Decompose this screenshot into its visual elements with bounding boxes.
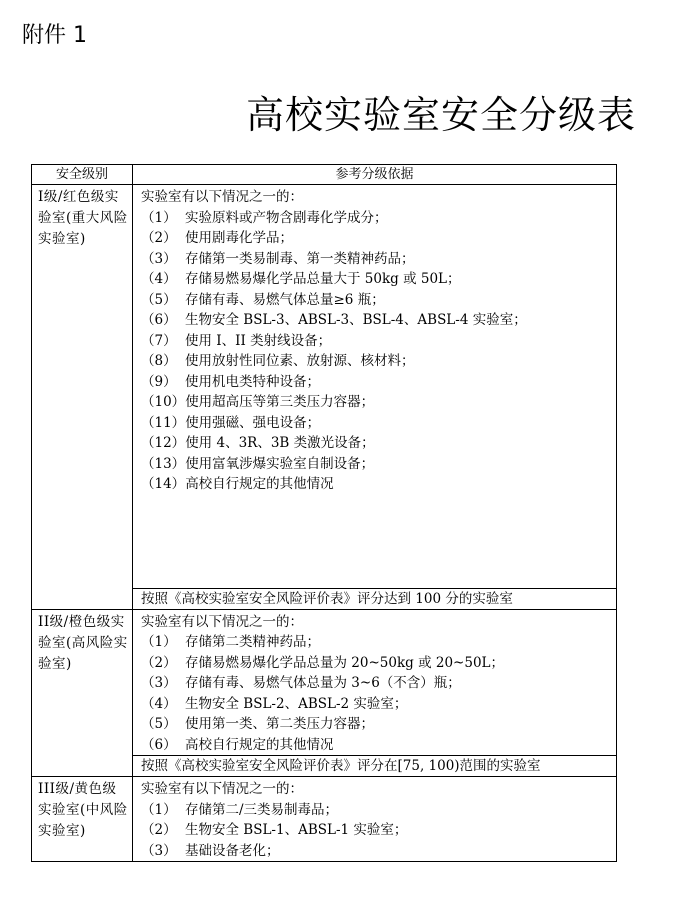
list-item: （5） 使用第一类、第二类压力容器；	[141, 716, 374, 732]
list-item: （10）使用超高压等第三类压力容器；	[141, 394, 375, 410]
list-item: （2） 存储易燃易爆化学品总量为 20~50kg 或 20~50L；	[141, 654, 504, 671]
list-item: （3） 基础设备老化；	[141, 842, 280, 859]
list-item: （5） 存储有毒、易燃气体总量≥6 瓶；	[141, 291, 385, 308]
basis-intro: 实验室有以下情况之一的：	[141, 781, 303, 797]
level-1-basis	[133, 185, 617, 589]
list-item: （2） 生物安全 BSL-1、ABSL-1 实验室；	[141, 822, 408, 838]
list-item: （7） 使用 I、II 类射线设备；	[141, 332, 332, 349]
safety-level-table	[31, 164, 617, 862]
list-item: （11）使用强磁、强电设备；	[141, 414, 321, 431]
table-header-row	[32, 165, 617, 185]
list-item: （3） 存储有毒、易燃气体总量为 3~6（不含）瓶；	[141, 675, 461, 691]
column-header-basis: 参考分级依据	[133, 165, 617, 185]
level-3-basis	[133, 777, 617, 862]
basis-intro: 实验室有以下情况之一的：	[141, 613, 303, 630]
basis-intro: 实验室有以下情况之一的：	[141, 189, 303, 205]
level-1-name: I级/红色级实验室(重大风险实验室)	[32, 185, 133, 610]
table-row	[32, 609, 617, 756]
list-item: （1） 实验原料或产物含剧毒化学成分；	[141, 209, 388, 226]
list-item: （2） 使用剧毒化学品；	[141, 230, 293, 246]
list-item: （4） 存储易燃易爆化学品总量大于 50kg 或 50L；	[141, 271, 461, 287]
list-item: （1） 存储第二类精神药品；	[141, 634, 320, 650]
table-row	[32, 185, 617, 589]
table-row	[32, 777, 617, 862]
list-item: （6） 生物安全 BSL-3、ABSL-3、BSL-4、ABSL-4 实验室；	[141, 312, 527, 328]
list-item: （1） 存储第二/三类易制毒品；	[141, 801, 339, 818]
list-item: （12）使用 4、3R、3B 类激光设备；	[141, 435, 375, 451]
attachment-label: 附件 1	[22, 23, 87, 48]
list-item: （6） 高校自行规定的其他情况	[141, 736, 334, 753]
level-2-score-criterion: 按照《高校实验室安全风险评价表》评分在[75, 100)范围的实验室	[133, 756, 617, 777]
column-header-level: 安全级别	[32, 165, 133, 185]
list-item: （14）高校自行规定的其他情况	[141, 476, 334, 492]
page-title: 高校实验室安全分级表	[246, 93, 637, 137]
list-item: （9） 使用机电类特种设备；	[141, 373, 320, 390]
list-item: （3） 存储第一类易制毒、第一类精神药品；	[141, 250, 415, 267]
list-item: （4） 生物安全 BSL-2、ABSL-2 实验室；	[141, 695, 408, 712]
level-2-name: II级/橙色级实验室(高风险实验室)	[32, 609, 133, 777]
list-item: （8） 使用放射性同位素、放射源、核材料；	[141, 353, 415, 369]
level-2-basis	[133, 609, 617, 756]
list-item: （13）使用富氧涉爆实验室自制设备；	[141, 455, 375, 472]
level-1-score-criterion: 按照《高校实验室安全风险评价表》评分达到 100 分的实验室	[133, 588, 617, 609]
level-3-name: III级/黄色级实验室(中风险实验室)	[32, 777, 133, 862]
